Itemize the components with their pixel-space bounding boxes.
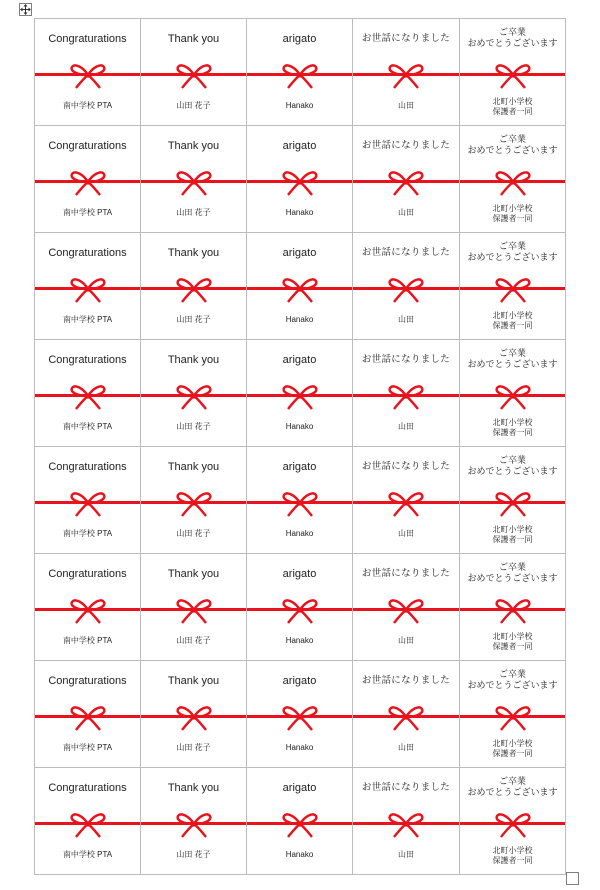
label-cell[interactable] bbox=[353, 768, 460, 875]
ribbon-bow-icon bbox=[387, 703, 425, 731]
label-cell[interactable] bbox=[247, 19, 353, 126]
label-message: arigato bbox=[282, 568, 317, 580]
label-message-line1: ご卒業 bbox=[498, 776, 526, 786]
label-sender: 南中学校 PTA bbox=[62, 850, 113, 859]
ribbon-bow-icon bbox=[281, 703, 319, 731]
label-sender: 南中学校 PTA bbox=[62, 743, 113, 752]
label-message: Thank you bbox=[167, 247, 220, 259]
label-sender: 山田 花子 bbox=[176, 208, 211, 217]
label-message-line2: おめでとうございます bbox=[467, 466, 558, 476]
label-cell[interactable] bbox=[141, 447, 247, 554]
label-message: お世話になりました bbox=[361, 782, 451, 793]
label-sender: 山田 花子 bbox=[176, 850, 211, 859]
label-cell[interactable] bbox=[141, 768, 247, 875]
label-cell[interactable] bbox=[460, 340, 566, 447]
label-sender-line1: 北町小学校 bbox=[492, 204, 533, 213]
ribbon-bow-icon bbox=[175, 382, 213, 410]
label-message: arigato bbox=[282, 461, 317, 473]
ribbon-bow-icon bbox=[175, 168, 213, 196]
label-message-line2: おめでとうございます bbox=[467, 145, 558, 155]
label-sender-line2: 保護者一同 bbox=[492, 749, 533, 758]
label-sender bbox=[460, 846, 565, 866]
label-message: Congraturations bbox=[48, 247, 127, 259]
label-cell[interactable] bbox=[141, 554, 247, 661]
label-cell[interactable] bbox=[353, 661, 460, 768]
label-message: Thank you bbox=[167, 354, 220, 366]
label-sender-line2: 保護者一同 bbox=[492, 428, 533, 437]
label-sender: Hanako bbox=[285, 315, 314, 324]
label-sender bbox=[460, 632, 565, 652]
ribbon-bow-icon bbox=[175, 489, 213, 517]
label-message: お世話になりました bbox=[361, 247, 451, 258]
label-message bbox=[460, 669, 565, 691]
label-cell[interactable] bbox=[141, 19, 247, 126]
ribbon-bow-icon bbox=[281, 275, 319, 303]
ribbon-bow-icon bbox=[494, 168, 532, 196]
label-cell[interactable] bbox=[35, 554, 141, 661]
ribbon-bow-icon bbox=[69, 703, 107, 731]
label-cell[interactable] bbox=[353, 447, 460, 554]
label-cell[interactable] bbox=[35, 661, 141, 768]
label-cell[interactable] bbox=[460, 768, 566, 875]
label-sender-line1: 北町小学校 bbox=[492, 97, 533, 106]
label-cell[interactable] bbox=[353, 126, 460, 233]
label-message bbox=[460, 455, 565, 477]
label-message-line1: ご卒業 bbox=[498, 27, 526, 37]
label-cell[interactable] bbox=[35, 447, 141, 554]
label-message-line2: おめでとうございます bbox=[467, 680, 558, 690]
ribbon-bow-icon bbox=[69, 61, 107, 89]
label-message: Thank you bbox=[167, 675, 220, 687]
label-cell[interactable] bbox=[141, 661, 247, 768]
label-message bbox=[460, 348, 565, 370]
ribbon-bow-icon bbox=[281, 810, 319, 838]
label-message: お世話になりました bbox=[361, 140, 451, 151]
label-sender-line1: 北町小学校 bbox=[492, 632, 533, 641]
label-sender bbox=[460, 204, 565, 224]
ribbon-bow-icon bbox=[281, 489, 319, 517]
label-message: Congraturations bbox=[48, 675, 127, 687]
label-sender: 山田 bbox=[398, 850, 414, 859]
ribbon-bow-icon bbox=[387, 810, 425, 838]
label-sender-line2: 保護者一同 bbox=[492, 535, 533, 544]
label-message-line2: おめでとうございます bbox=[467, 573, 558, 583]
label-message bbox=[460, 134, 565, 156]
label-message: Thank you bbox=[167, 140, 220, 152]
ribbon-bow-icon bbox=[69, 596, 107, 624]
label-sender: 山田 bbox=[398, 529, 414, 538]
label-sender: 山田 花子 bbox=[176, 636, 211, 645]
ribbon-bow-icon bbox=[387, 596, 425, 624]
label-message: お世話になりました bbox=[361, 33, 451, 44]
label-cell[interactable] bbox=[141, 340, 247, 447]
label-cell[interactable] bbox=[35, 19, 141, 126]
label-cell[interactable] bbox=[247, 661, 353, 768]
label-message-line1: ご卒業 bbox=[498, 455, 526, 465]
label-sender: 南中学校 PTA bbox=[62, 422, 113, 431]
ribbon-bow-icon bbox=[69, 382, 107, 410]
label-cell[interactable] bbox=[141, 126, 247, 233]
label-sender: Hanako bbox=[285, 422, 314, 431]
label-sender: 山田 bbox=[398, 208, 414, 217]
label-cell[interactable] bbox=[353, 554, 460, 661]
label-message: Congraturations bbox=[48, 461, 127, 473]
label-sender bbox=[460, 97, 565, 117]
label-message-line1: ご卒業 bbox=[498, 562, 526, 572]
label-sender: Hanako bbox=[285, 850, 314, 859]
label-cell[interactable] bbox=[141, 233, 247, 340]
label-message: Thank you bbox=[167, 461, 220, 473]
table-resize-handle[interactable] bbox=[566, 872, 579, 885]
label-cell[interactable] bbox=[35, 768, 141, 875]
label-message: Congraturations bbox=[48, 33, 127, 45]
label-sender-line1: 北町小学校 bbox=[492, 525, 533, 534]
label-message: arigato bbox=[282, 33, 317, 45]
label-sender: 南中学校 PTA bbox=[62, 636, 113, 645]
label-cell[interactable] bbox=[460, 661, 566, 768]
label-cell[interactable] bbox=[35, 340, 141, 447]
label-message: お世話になりました bbox=[361, 354, 451, 365]
label-message: arigato bbox=[282, 140, 317, 152]
ribbon-bow-icon bbox=[69, 168, 107, 196]
label-sender: 南中学校 PTA bbox=[62, 101, 113, 110]
label-sender: 南中学校 PTA bbox=[62, 208, 113, 217]
label-cell[interactable] bbox=[247, 233, 353, 340]
label-sender bbox=[460, 418, 565, 438]
label-cell[interactable] bbox=[247, 126, 353, 233]
label-cell[interactable] bbox=[353, 340, 460, 447]
label-message: Congraturations bbox=[48, 782, 127, 794]
ribbon-bow-icon bbox=[175, 703, 213, 731]
label-sender: 山田 bbox=[398, 422, 414, 431]
label-message: Thank you bbox=[167, 782, 220, 794]
label-cell[interactable] bbox=[247, 340, 353, 447]
label-sender: 山田 bbox=[398, 636, 414, 645]
label-sender: 南中学校 PTA bbox=[62, 315, 113, 324]
label-sender: 山田 bbox=[398, 101, 414, 110]
label-cell[interactable] bbox=[247, 447, 353, 554]
label-cell[interactable] bbox=[460, 126, 566, 233]
label-sender: Hanako bbox=[285, 529, 314, 538]
label-message-line1: ご卒業 bbox=[498, 348, 526, 358]
label-cell[interactable] bbox=[353, 19, 460, 126]
label-sender: 山田 花子 bbox=[176, 315, 211, 324]
ribbon-bow-icon bbox=[387, 489, 425, 517]
label-message: Congraturations bbox=[48, 354, 127, 366]
label-sender: 山田 花子 bbox=[176, 529, 211, 538]
label-message bbox=[460, 562, 565, 584]
label-sender: Hanako bbox=[285, 101, 314, 110]
label-cell[interactable] bbox=[35, 233, 141, 340]
ribbon-bow-icon bbox=[494, 275, 532, 303]
label-sender: Hanako bbox=[285, 208, 314, 217]
table-move-handle[interactable] bbox=[19, 3, 32, 16]
ribbon-bow-icon bbox=[69, 810, 107, 838]
label-cell[interactable] bbox=[247, 768, 353, 875]
label-message-line2: おめでとうございます bbox=[467, 359, 558, 369]
label-message-line2: おめでとうございます bbox=[467, 787, 558, 797]
ribbon-bow-icon bbox=[175, 275, 213, 303]
label-message: お世話になりました bbox=[361, 675, 451, 686]
label-cell[interactable] bbox=[35, 126, 141, 233]
ribbon-bow-icon bbox=[69, 489, 107, 517]
label-sender: Hanako bbox=[285, 636, 314, 645]
label-sender: 山田 bbox=[398, 743, 414, 752]
label-sender bbox=[460, 311, 565, 331]
label-message: お世話になりました bbox=[361, 568, 451, 579]
label-sender-line2: 保護者一同 bbox=[492, 107, 533, 116]
label-sender-line2: 保護者一同 bbox=[492, 321, 533, 330]
label-sender bbox=[460, 739, 565, 759]
ribbon-bow-icon bbox=[281, 382, 319, 410]
label-message: Thank you bbox=[167, 568, 220, 580]
label-sender: Hanako bbox=[285, 743, 314, 752]
label-message: Congraturations bbox=[48, 568, 127, 580]
ribbon-bow-icon bbox=[387, 382, 425, 410]
ribbon-bow-icon bbox=[281, 168, 319, 196]
label-message-line1: ご卒業 bbox=[498, 241, 526, 251]
ribbon-bow-icon bbox=[281, 61, 319, 89]
label-message-line2: おめでとうございます bbox=[467, 252, 558, 262]
label-sender-line1: 北町小学校 bbox=[492, 846, 533, 855]
label-message-line2: おめでとうございます bbox=[467, 38, 558, 48]
ribbon-bow-icon bbox=[387, 275, 425, 303]
label-message-line1: ご卒業 bbox=[498, 669, 526, 679]
label-sender: 山田 bbox=[398, 315, 414, 324]
label-cell[interactable] bbox=[460, 554, 566, 661]
label-message: arigato bbox=[282, 247, 317, 259]
label-sender-line1: 北町小学校 bbox=[492, 418, 533, 427]
label-cell[interactable] bbox=[247, 554, 353, 661]
ribbon-bow-icon bbox=[387, 61, 425, 89]
label-table bbox=[34, 18, 566, 875]
ribbon-bow-icon bbox=[494, 703, 532, 731]
label-sender-line1: 北町小学校 bbox=[492, 739, 533, 748]
ribbon-bow-icon bbox=[494, 596, 532, 624]
label-sender bbox=[460, 525, 565, 545]
label-message-line1: ご卒業 bbox=[498, 134, 526, 144]
label-sender: 山田 花子 bbox=[176, 743, 211, 752]
label-sender-line2: 保護者一同 bbox=[492, 856, 533, 865]
ribbon-bow-icon bbox=[175, 810, 213, 838]
label-sender: 山田 花子 bbox=[176, 101, 211, 110]
label-message: Thank you bbox=[167, 33, 220, 45]
label-message: お世話になりました bbox=[361, 461, 451, 472]
label-message bbox=[460, 27, 565, 49]
label-message: arigato bbox=[282, 354, 317, 366]
ribbon-bow-icon bbox=[494, 382, 532, 410]
label-cell[interactable] bbox=[460, 19, 566, 126]
label-cell[interactable] bbox=[353, 233, 460, 340]
ribbon-bow-icon bbox=[69, 275, 107, 303]
ribbon-bow-icon bbox=[175, 596, 213, 624]
ribbon-bow-icon bbox=[387, 168, 425, 196]
ribbon-bow-icon bbox=[175, 61, 213, 89]
label-sender: 南中学校 PTA bbox=[62, 529, 113, 538]
label-message bbox=[460, 241, 565, 263]
label-message: arigato bbox=[282, 675, 317, 687]
label-cell[interactable] bbox=[460, 233, 566, 340]
label-sender-line2: 保護者一同 bbox=[492, 642, 533, 651]
move-arrows-icon bbox=[20, 4, 31, 15]
label-message: Congraturations bbox=[48, 140, 127, 152]
ribbon-bow-icon bbox=[494, 489, 532, 517]
label-sender-line2: 保護者一同 bbox=[492, 214, 533, 223]
ribbon-bow-icon bbox=[494, 61, 532, 89]
label-sender-line1: 北町小学校 bbox=[492, 311, 533, 320]
label-sender: 山田 花子 bbox=[176, 422, 211, 431]
label-message bbox=[460, 776, 565, 798]
label-message: arigato bbox=[282, 782, 317, 794]
ribbon-bow-icon bbox=[281, 596, 319, 624]
label-cell[interactable] bbox=[460, 447, 566, 554]
ribbon-bow-icon bbox=[494, 810, 532, 838]
